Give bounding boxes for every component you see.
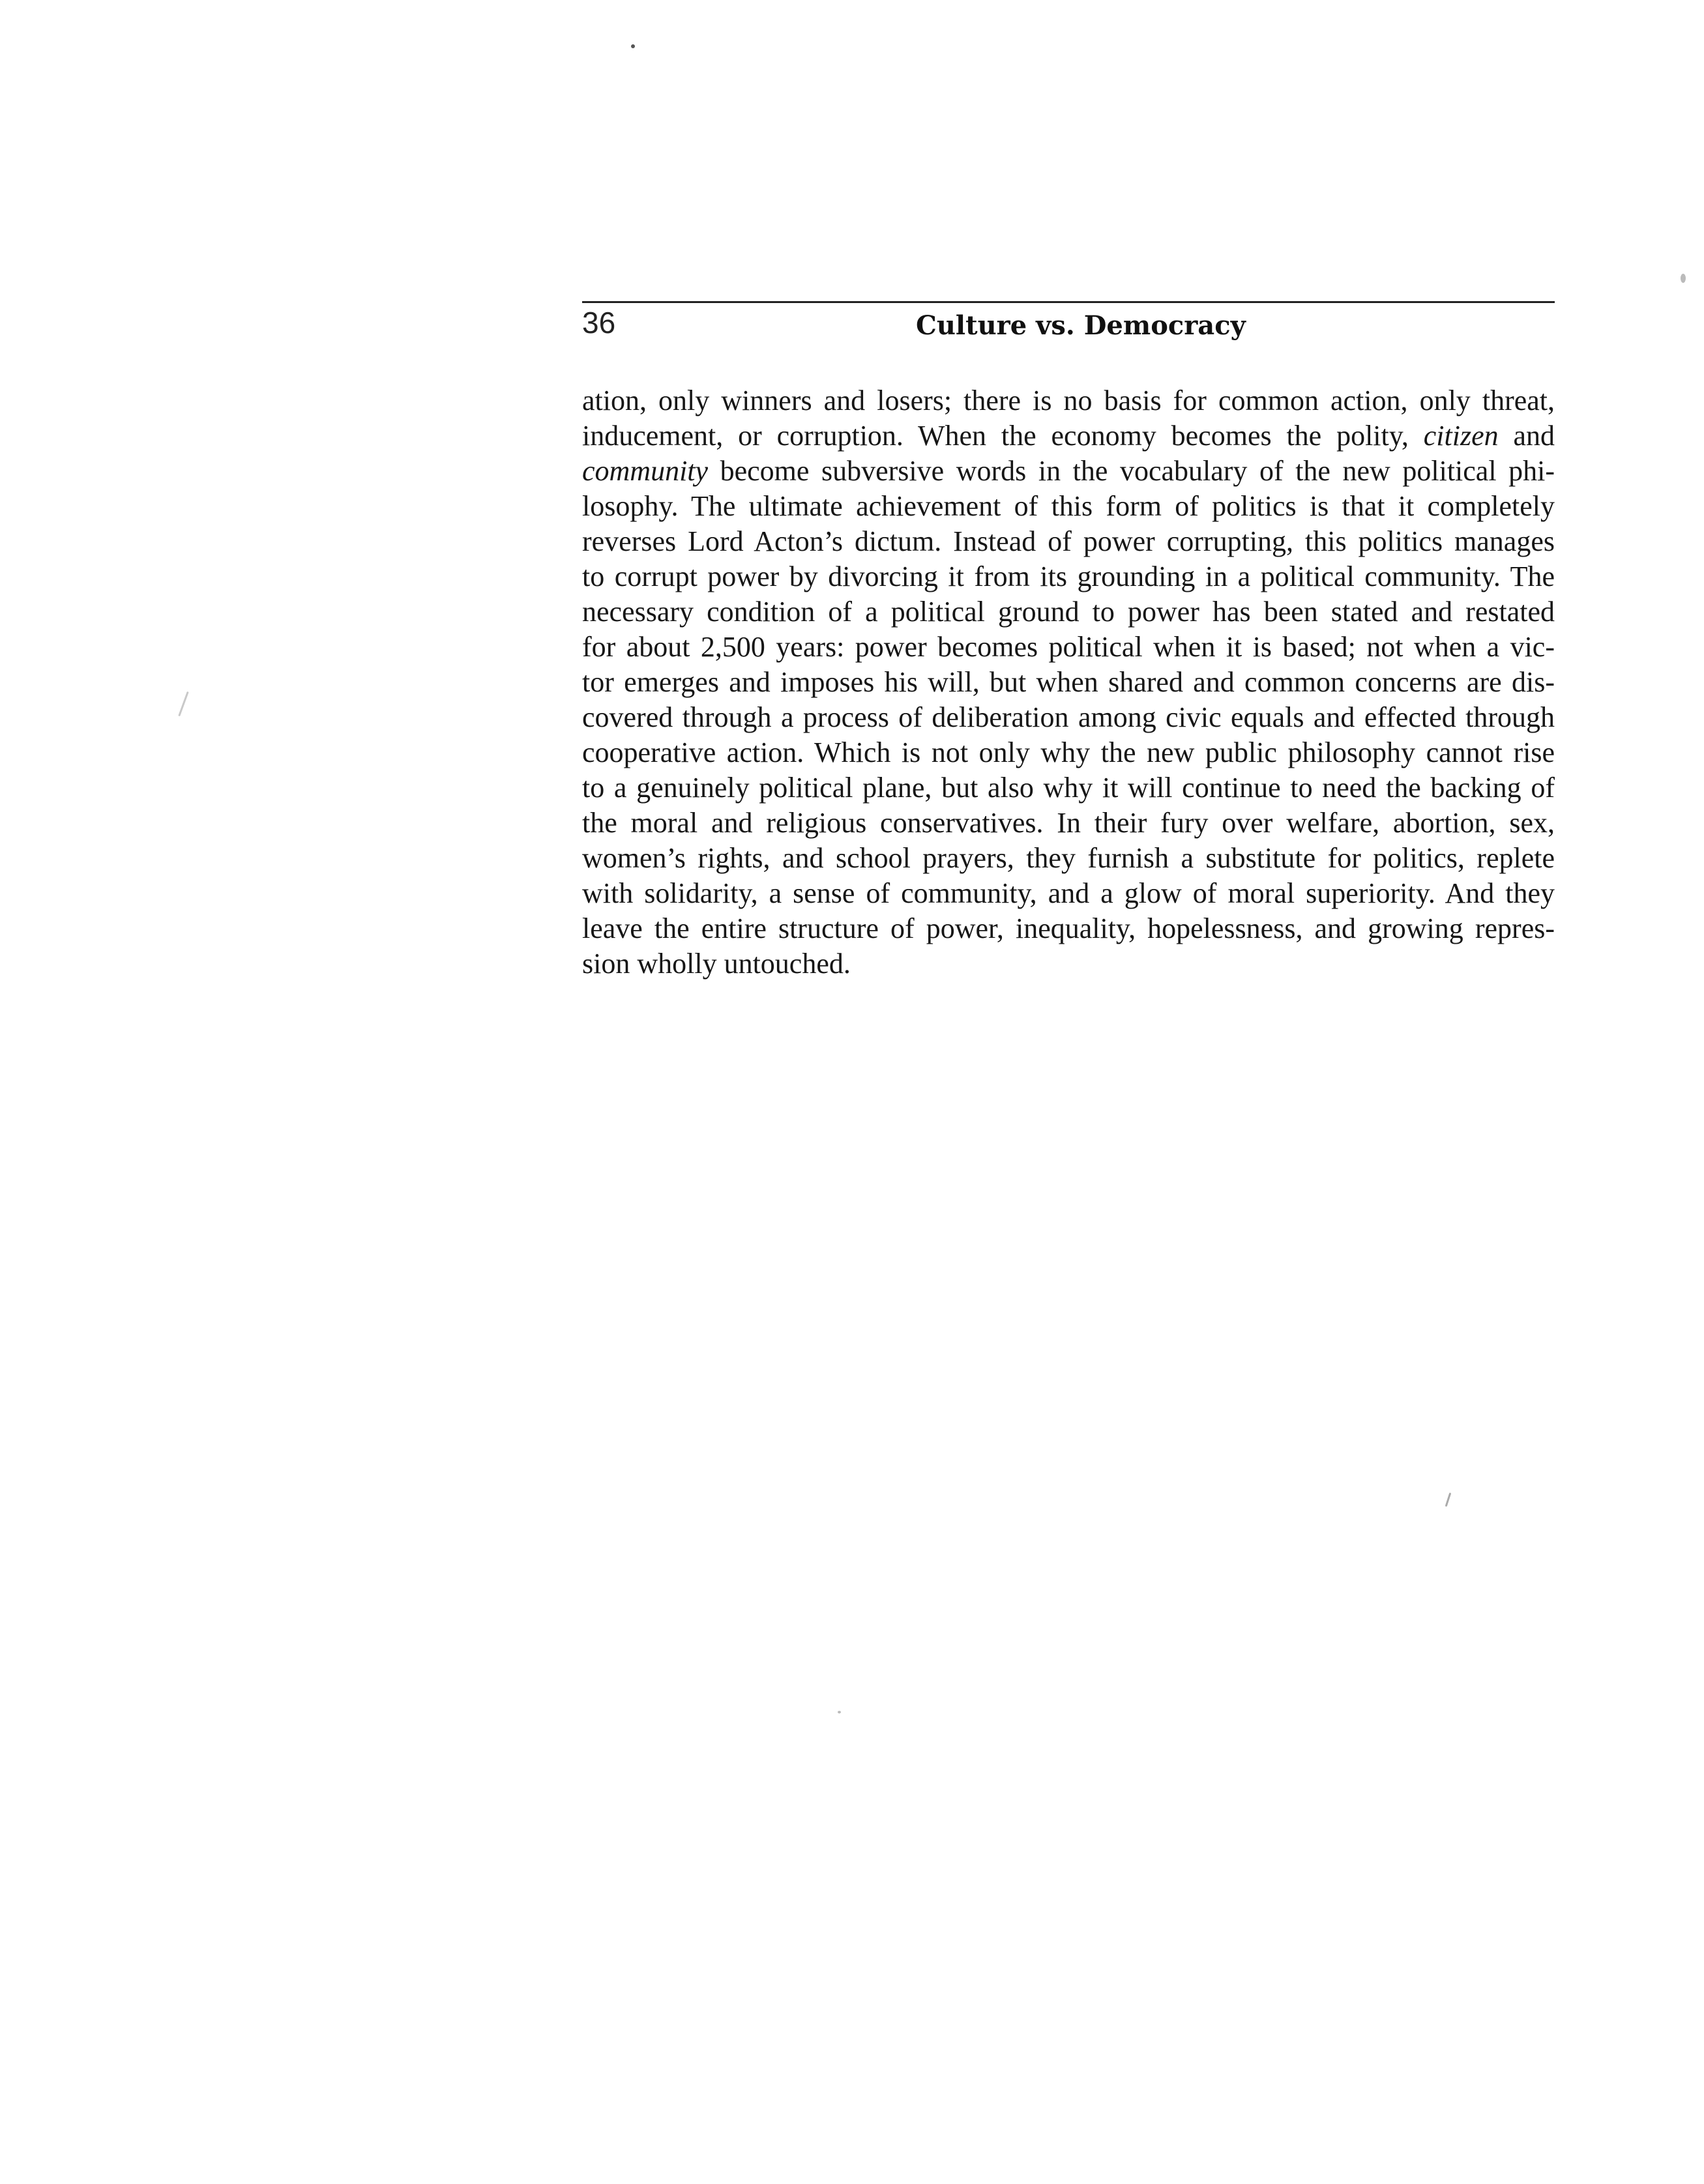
scan-speck bbox=[1445, 1492, 1452, 1507]
text-line: leave the entire structure of power, inequality, hopelessness, and growing repres- bbox=[582, 912, 1555, 944]
text-line: reverses Lord Acton’s dictum. Instead of power corrupting, this politics manages bbox=[582, 525, 1555, 557]
text-line: to corrupt power by divorcing it from its grounding in a political community. The bbox=[582, 561, 1555, 592]
text-line: tor emerges and imposes his will, but when shared and common concerns are dis- bbox=[582, 666, 1555, 698]
body-paragraph bbox=[582, 383, 1555, 982]
text-line: necessary condition of a political ground to power has been stated and restated bbox=[582, 596, 1555, 628]
scan-speck bbox=[838, 1711, 841, 1713]
scan-speck bbox=[178, 692, 188, 717]
scan-speck bbox=[631, 44, 635, 48]
text-line: community become subversive words in the vocabulary of the new political phi- bbox=[582, 455, 1555, 487]
text-line: for about 2,500 years: power becomes political when it is based; not when a vic- bbox=[582, 631, 1555, 663]
scan-speck bbox=[1681, 274, 1686, 283]
page-header bbox=[582, 301, 1555, 347]
running-head: Culture vs. Democracy bbox=[916, 310, 1246, 341]
text-line: covered through a process of deliberation among civic equals and effected through bbox=[582, 701, 1555, 733]
text-line: losophy. The ultimate achievement of this form of politics is that it completely bbox=[582, 490, 1555, 522]
header-rule bbox=[582, 301, 1555, 303]
text-line: women’s rights, and school prayers, they furnish a substitute for politics, replete bbox=[582, 842, 1555, 874]
text-line: inducement, or corruption. When the economy becomes the polity, citizen and bbox=[582, 420, 1555, 452]
page-number: 36 bbox=[582, 306, 616, 340]
text-line: the moral and religious conservatives. In their fury over welfare, abortion, sex, bbox=[582, 807, 1555, 839]
text-line: ation, only winners and losers; there is no basis for common action, only threat, bbox=[582, 385, 1555, 416]
text-line: cooperative action. Which is not only why the new public philosophy cannot rise bbox=[582, 736, 1555, 768]
text-line: with solidarity, a sense of community, and a glow of moral superiority. And they bbox=[582, 877, 1555, 909]
text-line: to a genuinely political plane, but also why it will continue to need the backing of bbox=[582, 772, 1555, 804]
text-line: sion wholly untouched. bbox=[582, 948, 851, 980]
